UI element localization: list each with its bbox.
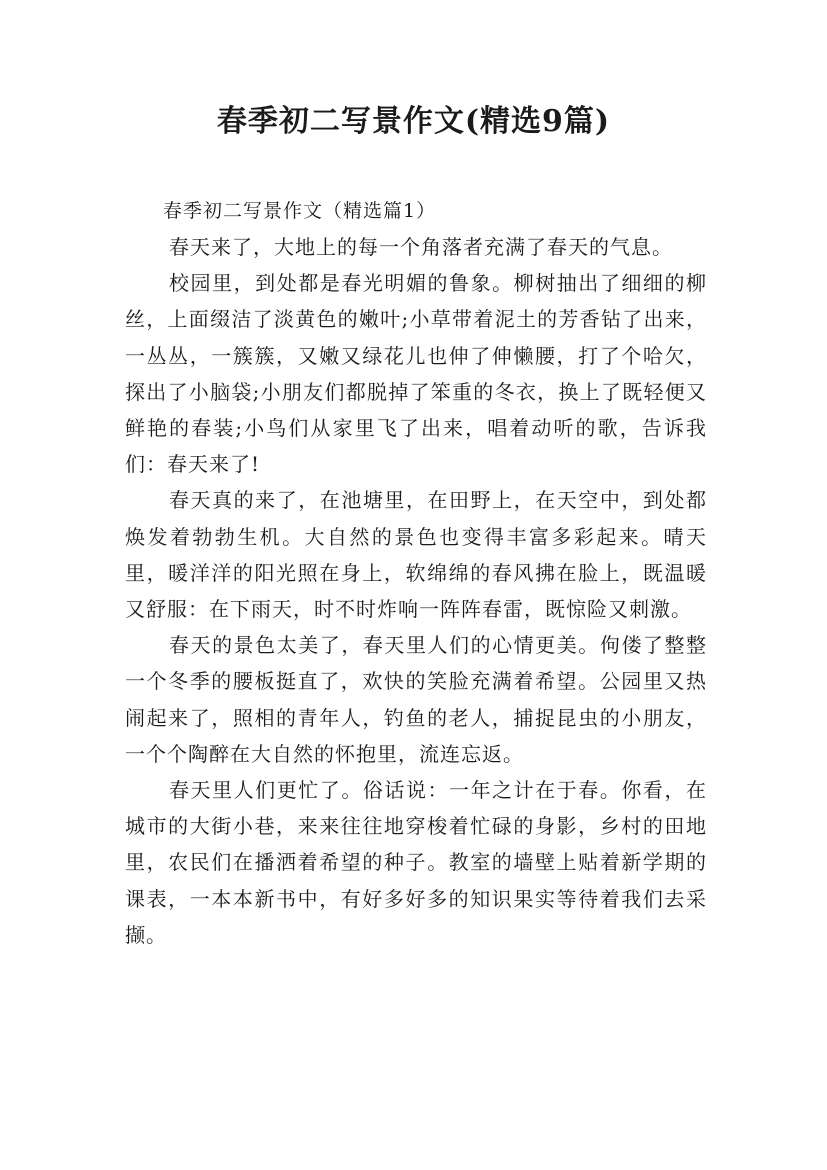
document-title: 春季初二写景作文(精选9篇) [216,104,611,139]
document-body [125,195,707,953]
paragraph-5: 春天里人们更忙了。俗话说：一年之计在于春。你看，在城市的大街小巷，来来往往地穿梭着忙碌的身影，乡村的田地里，农民们在播洒着希望的种子。教室的墙壁上贴着新学期的课表，一本本新书中，有好多好多的知识果实等待着我们去采撷。 [125,778,707,947]
paragraph-4: 春天的景色太美了，春天里人们的心情更美。佝偻了整整一个冬季的腰板挺直了，欢快的笑脸充满着希望。公园里又热闹起来了，照相的青年人，钓鱼的老人，捕捉昆虫的小朋友，一个个陶醉在大自然的怀抱里，流连忘返。 [125,633,707,766]
section-heading: 春季初二写景作文（精选篇1） [163,200,437,222]
paragraph-2: 校园里，到处都是春光明媚的鲁象。柳树抽出了细细的柳丝，上面缀洁了淡黄色的嫩叶;小草带着泥土的芳香钻了出来，一丛丛，一簇簇，又嫩又绿花儿也伸了伸懒腰，打了个哈欠，探出了小脑袋;小朋友们都脱掉了笨重的冬衣，换上了既轻便又鲜艳的春装;小鸟们从家里飞了出来，唱着动听的歌，告诉我们：春天来了! [125,271,707,477]
paragraph-3: 春天真的来了，在池塘里，在田野上，在天空中，到处都焕发着勃勃生机。大自然的景色也变得丰富多彩起来。晴天里，暖洋洋的阳光照在身上，软绵绵的春风拂在脸上，既温暖又舒服：在下雨天，时不时炸响一阵阵春雷，既惊险又刺激。 [125,488,707,622]
paragraph-1: 春天来了，大地上的每一个角落者充满了春天的气息。 [169,235,673,259]
